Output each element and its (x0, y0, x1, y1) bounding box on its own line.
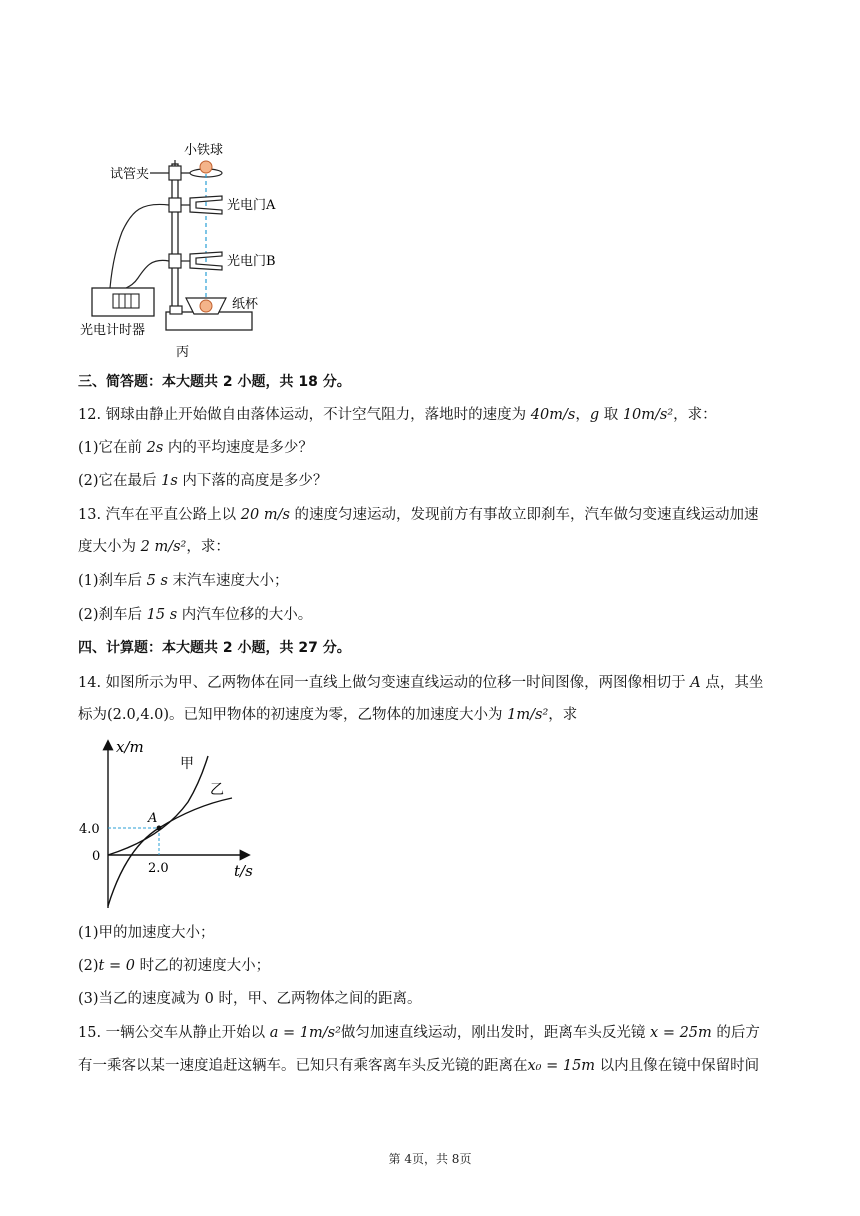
label-cup: 纸杯 (232, 297, 259, 312)
q13-stem-line1: 13. 汽车在平直公路上以 20 m/s 的速度匀速运动，发现前方有事故立即刹车，汽车做匀变速直线运动加速 (78, 507, 759, 523)
clamp-block (169, 166, 181, 180)
section-heading-4: 四、计算题：本大题共 2 小题，共 27 分。 (78, 640, 351, 656)
q12-part1: (1)它在前 2s 内的平均速度是多少？ (78, 440, 313, 456)
curve-jia-label: 甲 (180, 756, 194, 772)
curve-yi (108, 798, 232, 906)
section-heading-3: 三、简答题：本大题共 2 小题，共 18 分。 (78, 374, 351, 390)
label-timer: 光电计时器 (80, 323, 146, 338)
label-gate-a: 光电门A (227, 198, 276, 213)
q14-part2: (2)t = 0 时乙的初速度大小； (78, 958, 271, 974)
q14-stem-line2: 标为(2.0,4.0)。已知甲物体的初速度为零，乙物体的加速度大小为 1m/s²，求 (78, 707, 578, 723)
iron-ball (200, 161, 212, 173)
q14-stem-line1: 14. 如图所示为甲、乙两物体在同一直线上做匀变速直线运动的位移一时间图像，两图像相切于 A 点，其坐 (78, 675, 764, 691)
q14-part3: (3)当乙的速度减为 0 时，甲、乙两物体之间的距离。 (78, 991, 422, 1007)
q13-part1: (1)刹车后 5 s 末汽车速度大小； (78, 573, 289, 589)
label-clamp: 试管夹 (110, 167, 150, 182)
tangent-point (157, 826, 162, 831)
point-a-label: A (148, 811, 158, 826)
x-axis-label: t/s (234, 862, 253, 880)
figure-caption: 丙 (176, 345, 190, 360)
q12-part2: (2)它在最后 1s 内下落的高度是多少？ (78, 473, 328, 489)
xt-graph (76, 736, 276, 912)
label-gate-b: 光电门B (227, 254, 276, 269)
q15-stem-line2: 有一乘客以某一速度追赶这辆车。已知只有乘客离车头反光镜的距离在x₀ = 15m 以内且像在镜中保留时间 (78, 1058, 760, 1074)
q12-stem: 12. 钢球由静止开始做自由落体运动，不计空气阻力，落地时的速度为 40m/s，g 取 10m/s²，求： (78, 407, 717, 423)
origin-label: 0 (92, 849, 101, 864)
q14-part1: (1)甲的加速度大小； (78, 925, 215, 941)
y-axis-label: x/m (116, 738, 144, 756)
label-ball: 小铁球 (184, 143, 224, 158)
q13-stem-line2: 度大小为 2 m/s²，求： (78, 539, 230, 555)
q13-part2: (2)刹车后 15 s 内汽车位移的大小。 (78, 607, 313, 623)
q15-stem-line1: 15. 一辆公交车从静止开始以 a = 1m/s²做匀加速直线运动，刚出发时，距离车头反光镜 x = 25m 的后方 (78, 1025, 760, 1041)
curve-yi-label: 乙 (210, 782, 224, 798)
stand-base (166, 312, 252, 330)
apparatus-figure (72, 136, 332, 366)
y-tick-label: 4.0 (79, 822, 100, 837)
x-tick-label: 2.0 (148, 861, 169, 876)
stand-rod (172, 164, 178, 314)
page-footer: 第 4页，共 8页 (388, 1152, 472, 1166)
